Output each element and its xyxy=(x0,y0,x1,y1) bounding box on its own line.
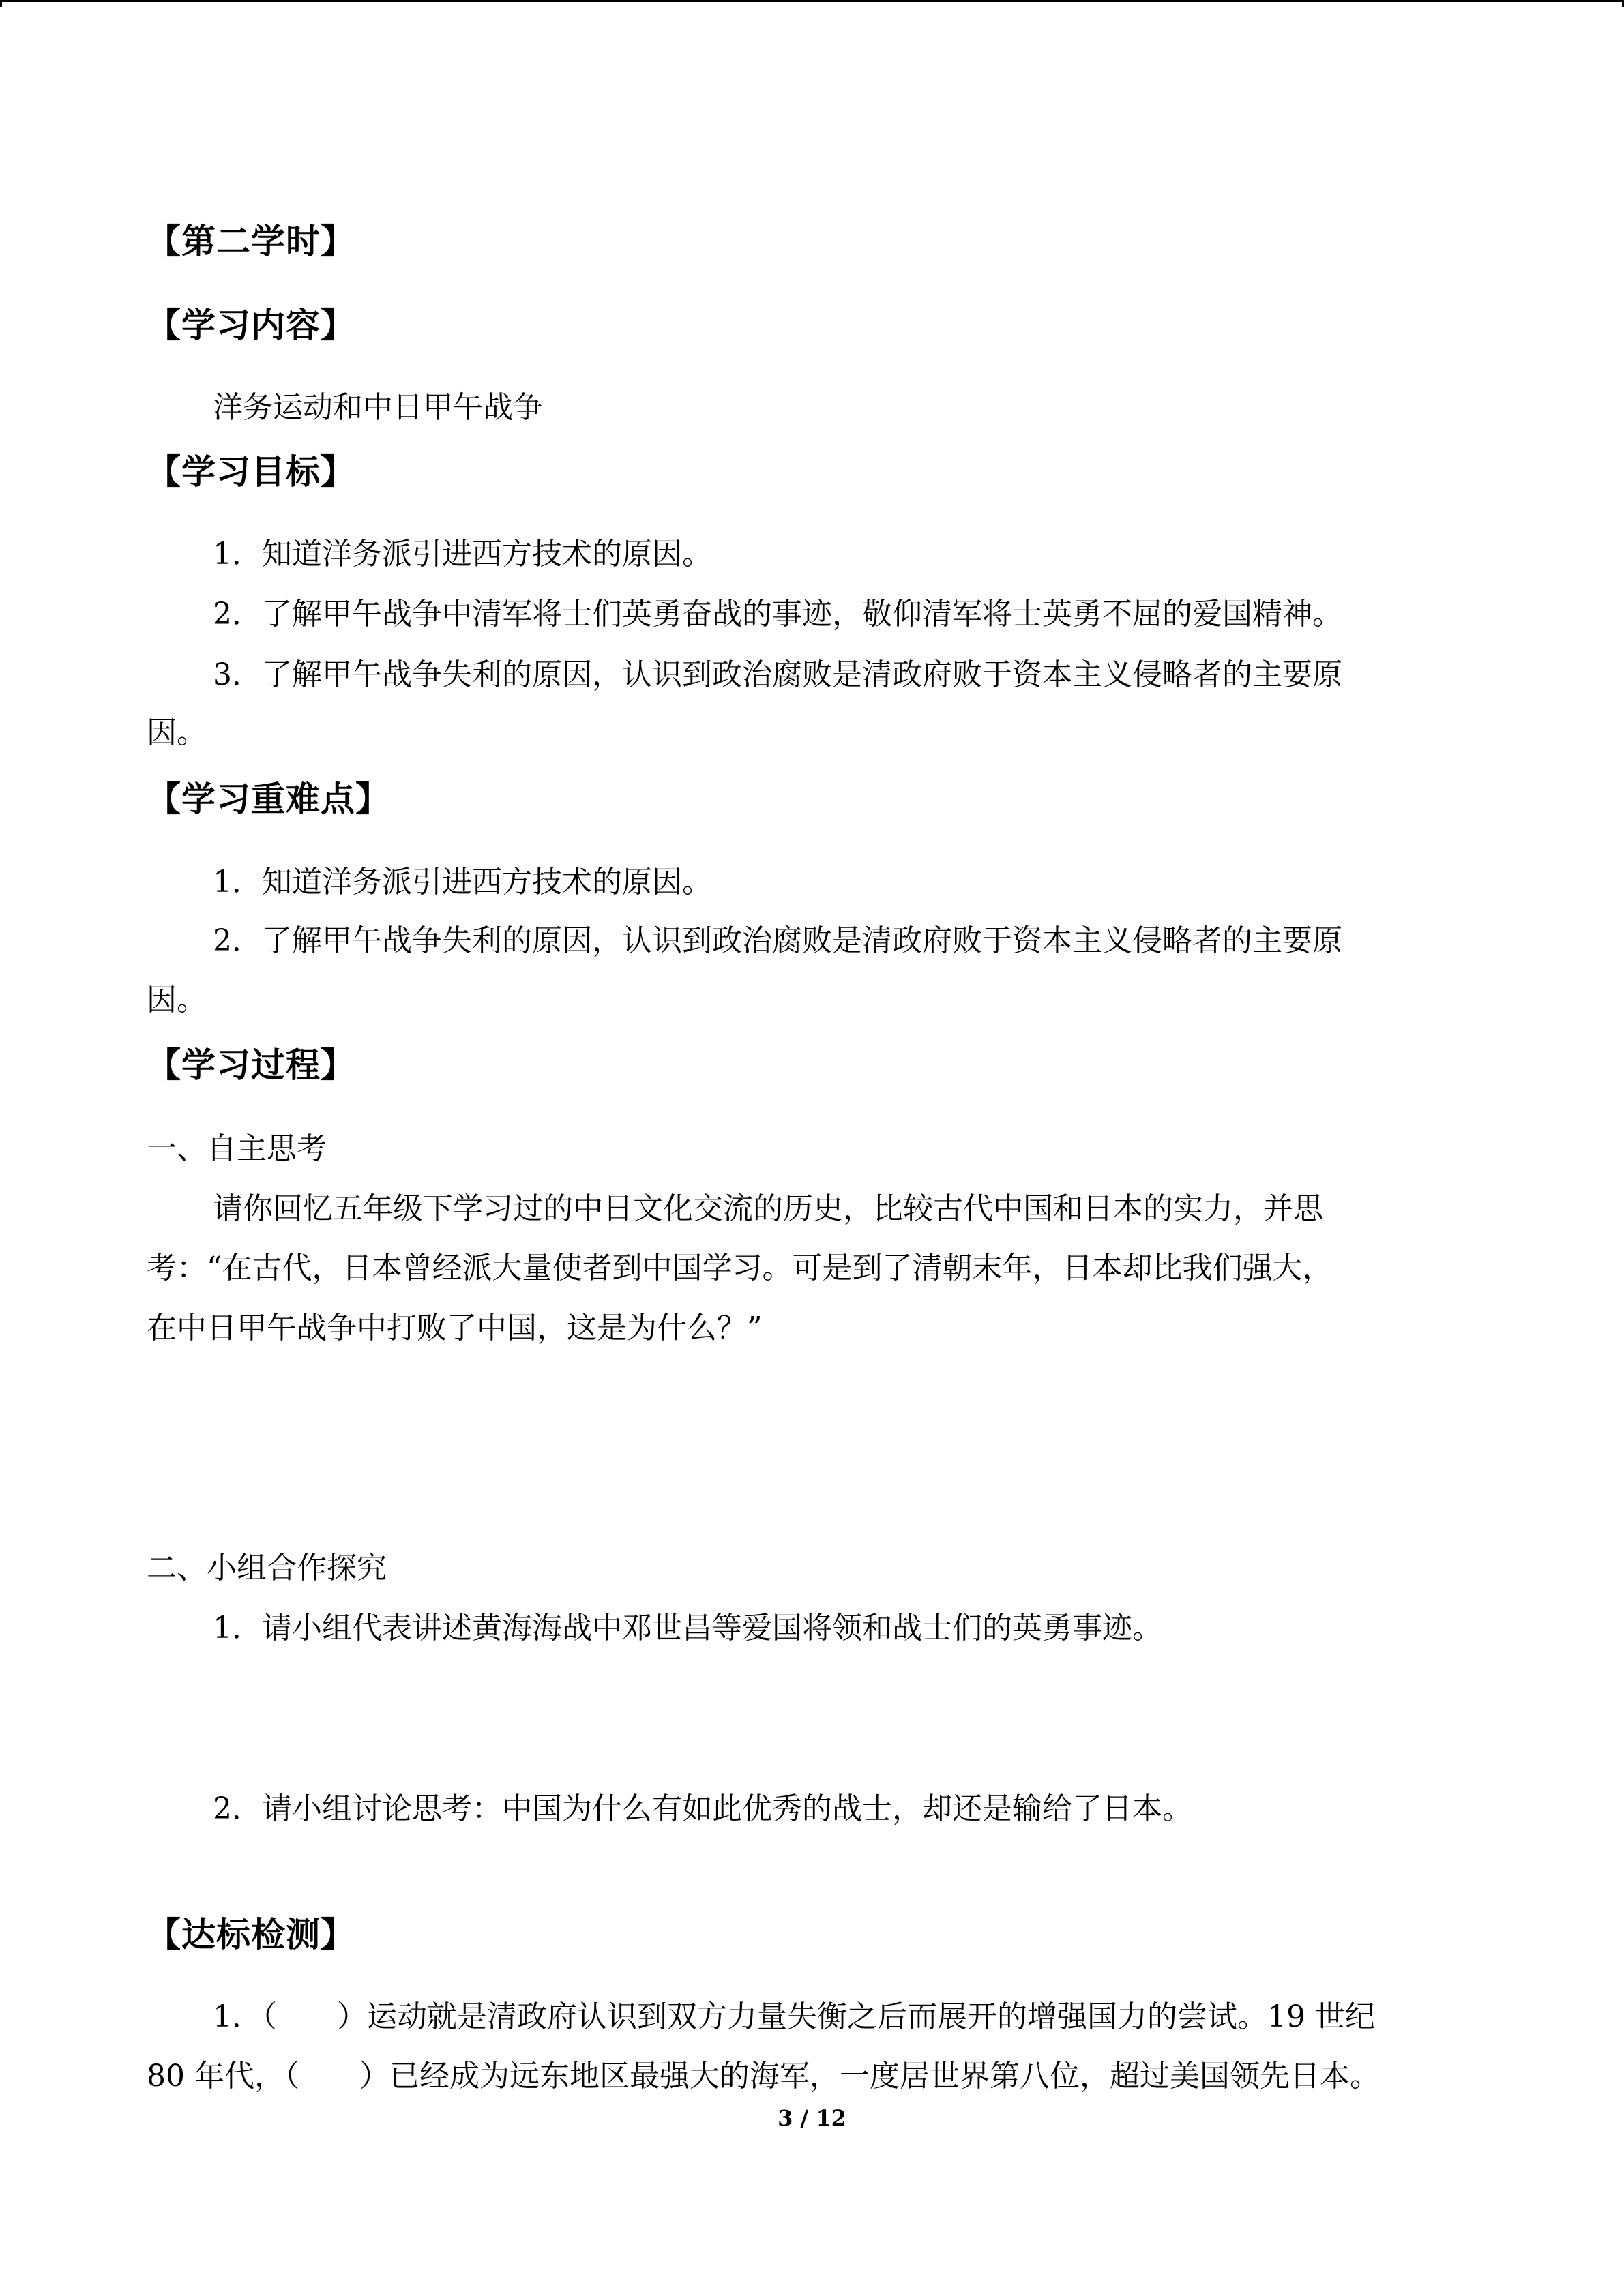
part1-title: 一、自主思考 xyxy=(147,1131,327,1166)
part2-question-1: 1．请小组代表讲述黄海海战中邓世昌等爱国将领和战士们的英勇事迹。 xyxy=(213,1611,1162,1645)
heading-key-points: 【学习重难点】 xyxy=(147,779,390,819)
part2-question-2: 2．请小组讨论思考：中国为什么有如此优秀的战士，却还是输给了日本。 xyxy=(213,1791,1192,1826)
goal-item-2: 2．了解甲午战争中清军将士们英勇奋战的事迹，敬仰清军将士英勇不屈的爱国精神。 xyxy=(213,597,1342,631)
key-point-1: 1．知道洋务派引进西方技术的原因。 xyxy=(213,865,712,899)
page-number: 3 / 12 xyxy=(778,2105,846,2131)
heading-second-period: 【第二学时】 xyxy=(147,222,355,261)
heading-assessment: 【达标检测】 xyxy=(147,1915,355,1954)
heading-learning-content: 【学习内容】 xyxy=(147,305,355,345)
part1-paragraph-line1: 请你回忆五年级下学习过的中日文化交流的历史，比较古代中国和日本的实力，并思 xyxy=(213,1191,1323,1226)
heading-learning-goals: 【学习目标】 xyxy=(147,452,355,492)
goal-item-1: 1．知道洋务派引进西方技术的原因。 xyxy=(213,537,712,571)
part1-paragraph-line2: 考：“在古代，日本曾经派大量使者到中国学习。可是到了清朝末年，日本却比我们强大， xyxy=(147,1251,1333,1285)
key-point-2-line1: 2．了解甲午战争失利的原因，认识到政治腐败是清政府败于资本主义侵略者的主要原 xyxy=(213,923,1342,958)
learning-content-text: 洋务运动和中日甲午战争 xyxy=(213,390,543,425)
corner-mark-left xyxy=(0,0,2,7)
goal-item-3-line1: 3．了解甲午战争失利的原因，认识到政治腐败是清政府败于资本主义侵略者的主要原 xyxy=(213,657,1342,692)
key-point-2-line2: 因。 xyxy=(147,983,207,1017)
top-border xyxy=(0,0,1624,2)
assessment-item-1-line1: 1．（ ）运动就是清政府认识到双方力量失衡之后而展开的增强国力的尝试。19 世纪 xyxy=(213,1999,1375,2034)
part1-paragraph-line3: 在中日甲午战争中打败了中国，这是为什么？” xyxy=(147,1311,763,1345)
goal-item-3-line2: 因。 xyxy=(147,715,207,750)
heading-learning-process: 【学习过程】 xyxy=(147,1045,355,1085)
assessment-item-1-line2: 80 年代，（ ）已经成为远东地区最强大的海军，一度居世界第八位，超过美国领先日本。 xyxy=(147,2059,1380,2093)
part2-title: 二、小组合作探究 xyxy=(147,1551,387,1585)
